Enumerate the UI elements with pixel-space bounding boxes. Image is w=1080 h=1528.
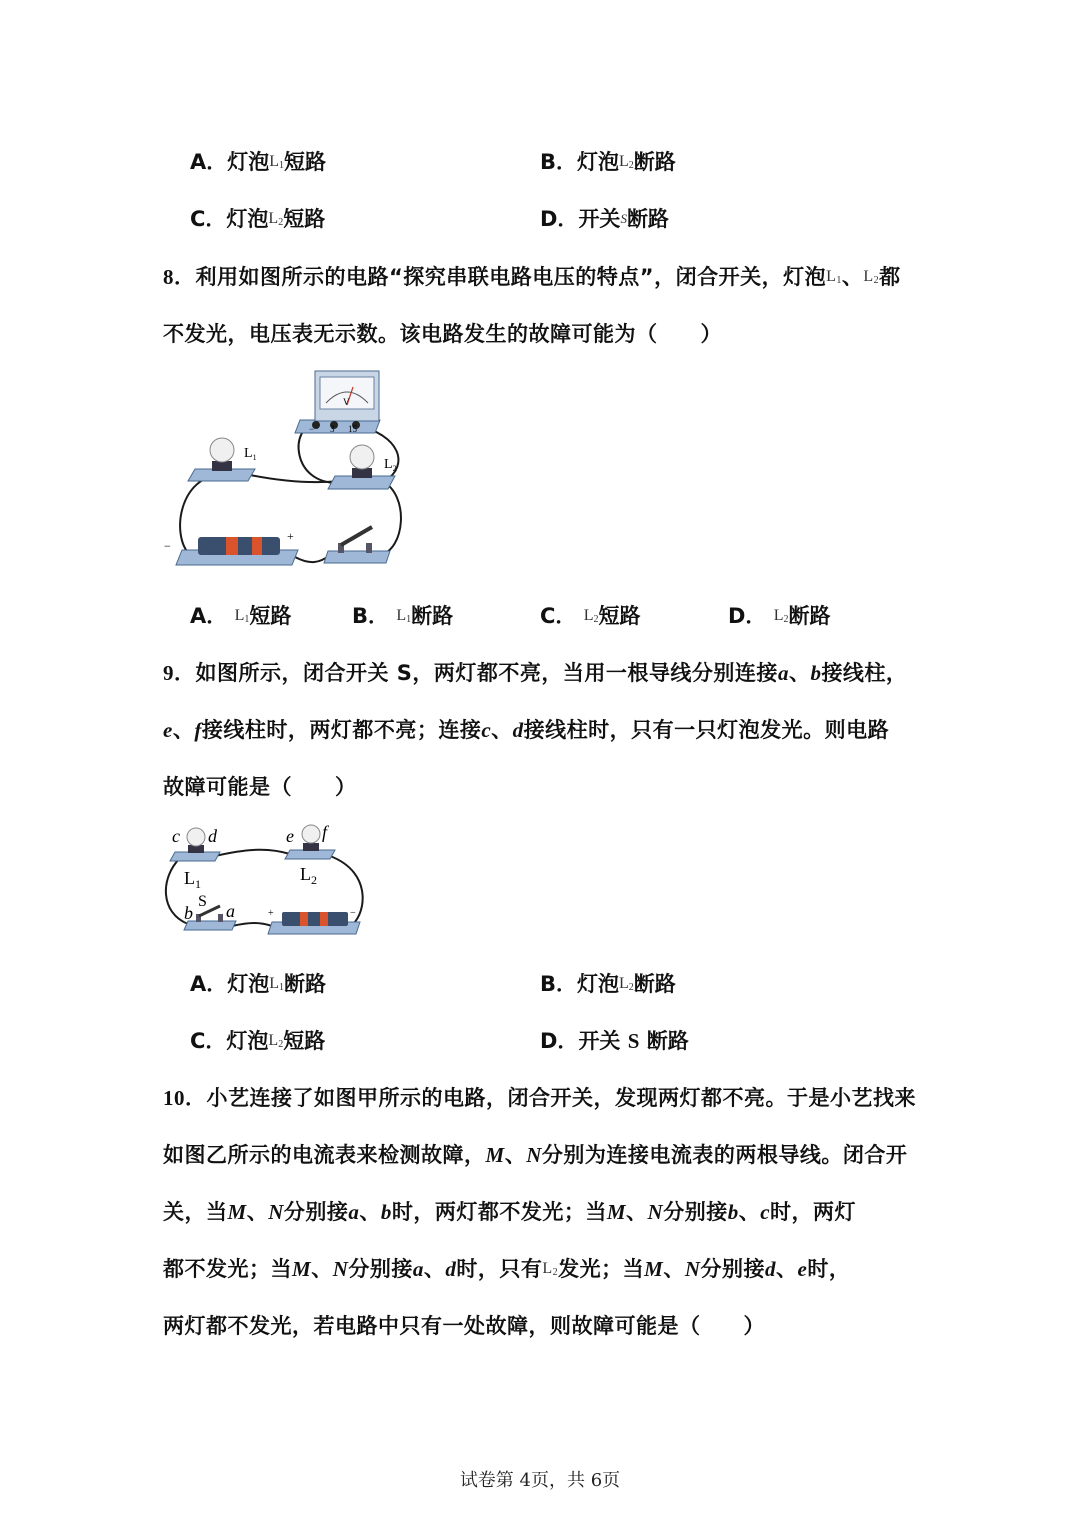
stem-text: 都不发光；当: [163, 1257, 292, 1281]
q8-stem-line2: 不发光，电压表无示数。该电路发生的故障可能为（ ）: [163, 322, 722, 346]
stem-text: 如图所示，闭合开关 S，两灯都不亮，当用一根导线分别连接: [195, 661, 778, 685]
switch-lever: [341, 527, 372, 545]
var-e: e: [797, 1257, 808, 1281]
battery-band: [226, 537, 238, 555]
stem-text: 利用如图所示的电路“探究串联电路电压的特点”，闭合开关，灯泡: [195, 265, 827, 289]
q8-stem-line1: [163, 261, 901, 291]
question-number: 8．: [163, 265, 196, 289]
q8-option-b[interactable]: [352, 600, 453, 630]
q10-stem-line4: [163, 1253, 850, 1283]
var-d: d: [445, 1257, 457, 1281]
symbol-letter: S: [620, 211, 627, 226]
q8-circuit-figure: [160, 365, 420, 575]
bulb: [210, 438, 234, 462]
option-letter: A．: [190, 150, 228, 174]
option-text: 灯泡: [226, 207, 269, 231]
option-text: 断路: [626, 207, 669, 231]
q10-stem-line5: 两灯都不发光，若电路中只有一处故障，则故障可能是（ ）: [163, 1314, 765, 1338]
symbol: [268, 210, 283, 227]
lamp-base: [170, 852, 220, 861]
symbol: [619, 975, 634, 992]
switch: [324, 527, 390, 563]
separator: 、: [423, 1257, 446, 1281]
battery-plus: +: [287, 529, 294, 543]
var-e: e: [163, 718, 173, 742]
symbol: [774, 607, 789, 624]
wire: [380, 481, 401, 555]
option-text: 断路: [633, 972, 676, 996]
separator: 、: [246, 1200, 269, 1224]
symbol: [235, 607, 250, 624]
symbol-letter: L: [826, 268, 837, 285]
q7-option-b[interactable]: [540, 146, 676, 176]
separator: 、: [504, 1143, 527, 1167]
stem-text: 分别接: [348, 1257, 413, 1281]
symbol-l2: [863, 268, 879, 285]
switch-post: [218, 914, 223, 922]
switch-label: S: [198, 893, 207, 910]
symbol-letter: L: [268, 210, 279, 227]
option-text: 短路: [249, 604, 292, 628]
symbol-sub: 1: [406, 614, 412, 625]
q10-stem-line2: [163, 1139, 907, 1169]
q7-option-a[interactable]: [190, 146, 326, 176]
var-n: N: [268, 1200, 284, 1224]
wire: [232, 923, 272, 926]
lamp-label: [300, 864, 317, 887]
option-text: 开关: [578, 207, 621, 231]
separator: 、: [626, 1200, 648, 1224]
option-letter: B．: [540, 150, 578, 174]
option-text: 灯泡: [227, 972, 270, 996]
option-text: 短路: [284, 150, 327, 174]
symbol-letter: L: [583, 607, 594, 624]
q10-stem-line1: [163, 1082, 916, 1112]
terminal-c: c: [172, 826, 180, 846]
q8-option-c[interactable]: [540, 600, 641, 630]
stem-text: 如图乙所示的电流表来检测故障，: [163, 1143, 486, 1167]
lamp-letter: L: [300, 864, 311, 884]
stem-text: 分别接: [700, 1257, 765, 1281]
separator: 、: [788, 661, 811, 685]
q9-stem-line3: 故障可能是（ ）: [163, 775, 357, 799]
var-c: c: [760, 1200, 771, 1224]
q8-option-d[interactable]: [728, 600, 831, 630]
option-letter: A．: [190, 604, 228, 628]
option-letter: D．: [540, 1029, 579, 1053]
var-b: b: [380, 1200, 392, 1224]
symbol: [269, 975, 284, 992]
battery-band: [300, 912, 308, 926]
terminal-d: d: [208, 826, 217, 846]
symbol: [584, 607, 599, 624]
option-text: 灯泡: [227, 150, 270, 174]
option-text: 开关: [578, 1029, 621, 1053]
lamp-label: [184, 868, 201, 891]
q9-circuit-figure: [160, 818, 370, 946]
option-text: 断路: [633, 150, 676, 174]
stem-text: 关，当: [163, 1200, 228, 1224]
symbol-letter: L: [269, 975, 280, 992]
stem-text: 都: [879, 265, 901, 289]
q9-option-b[interactable]: [540, 968, 676, 998]
symbol-sub: 2: [552, 1267, 559, 1278]
separator: 、: [491, 718, 513, 742]
symbol-sub: 2: [278, 217, 284, 228]
symbol-sub: 2: [628, 160, 634, 171]
separator: 、: [738, 1200, 761, 1224]
question-number: 10．: [163, 1086, 207, 1110]
symbol-letter: L: [268, 1032, 279, 1049]
battery-band: [252, 537, 262, 555]
symbol-letter: L: [234, 607, 245, 624]
stem-text: 发光；当: [558, 1257, 645, 1281]
q9-option-a[interactable]: [190, 968, 326, 998]
symbol-sub: 1: [279, 982, 285, 993]
option-text: 灯泡: [577, 150, 620, 174]
var-b: b: [810, 661, 822, 685]
meter-label: V: [343, 397, 350, 407]
lamp-letter: L: [384, 457, 393, 472]
battery-minus: −: [164, 539, 171, 553]
var-m: M: [485, 1143, 505, 1167]
symbol-sub: 2: [628, 982, 634, 993]
bulb: [302, 825, 320, 843]
symbol-sub: 1: [836, 275, 842, 286]
terminal-label: 3: [330, 424, 335, 434]
lamp-base: [285, 850, 335, 859]
option-text: 断路: [788, 604, 831, 628]
stem-text: 分别接: [663, 1200, 728, 1224]
separator: 、: [311, 1257, 333, 1281]
q7-option-c[interactable]: [190, 203, 325, 233]
symbol: S: [627, 1029, 640, 1053]
bulb: [187, 828, 205, 846]
option-text: 短路: [283, 207, 326, 231]
var-a: a: [348, 1200, 360, 1224]
lamp-label: [384, 457, 397, 473]
q9-stem-line2: [163, 714, 889, 744]
switch: [184, 893, 236, 930]
separator: 、: [172, 718, 195, 742]
lamp-socket: [303, 843, 319, 851]
symbol-letter: L: [619, 975, 629, 992]
var-m: M: [292, 1257, 312, 1281]
q10-stem-line3: [163, 1196, 856, 1226]
symbol-sub: 2: [873, 275, 880, 286]
symbol: [269, 153, 284, 170]
page-footer: 试卷第 4页，共 6页: [459, 1470, 621, 1491]
terminal-e: e: [286, 826, 294, 846]
switch-post: [366, 543, 372, 553]
option-text: 断路: [411, 604, 454, 628]
var-m: M: [644, 1257, 664, 1281]
option-text: 断路: [646, 1029, 689, 1053]
symbol-l1: [826, 268, 842, 285]
battery-cell: [282, 912, 348, 926]
terminal-label: 15: [348, 424, 357, 434]
option-letter: D．: [728, 604, 767, 628]
q9-option-c[interactable]: [190, 1025, 325, 1055]
symbol-letter: L: [269, 153, 280, 170]
symbol-sub: 2: [783, 614, 789, 625]
symbol-letter: L: [863, 268, 874, 285]
lamp-sub: 2: [311, 873, 317, 887]
battery-minus: −: [350, 908, 356, 919]
var-c: c: [481, 718, 492, 742]
battery-band: [320, 912, 328, 926]
option-text: 短路: [283, 1029, 326, 1053]
option-letter: D．: [540, 207, 579, 231]
separator: 、: [841, 265, 864, 289]
question-number: 9．: [163, 661, 196, 685]
option-letter: B．: [540, 972, 578, 996]
symbol-l2: [542, 1260, 558, 1277]
option-letter: C．: [190, 207, 227, 231]
battery: [268, 908, 360, 934]
symbol-letter: L: [619, 153, 629, 170]
switch-base: [324, 551, 390, 563]
option-text: 灯泡: [577, 972, 620, 996]
stem-text: 接线柱时，只有一只灯泡发光。则电路: [523, 718, 890, 742]
terminal-b: b: [184, 903, 193, 923]
bulb: [350, 445, 374, 469]
stem-text: 分别为连接电流表的两根导线。闭合开: [541, 1143, 908, 1167]
lamp-sub: 1: [195, 877, 201, 891]
separator: 、: [359, 1200, 381, 1224]
symbol-letter: L: [542, 1260, 553, 1277]
option-letter: C．: [190, 1029, 227, 1053]
option-text: 断路: [284, 972, 327, 996]
stem-text: 接线柱时，两灯都不亮；连接: [201, 718, 482, 742]
symbol-letter: L: [396, 607, 407, 624]
lamp-sub: 2: [392, 464, 397, 473]
var-n: N: [684, 1257, 701, 1281]
lamp-l2: [328, 445, 397, 489]
symbol: [268, 1032, 283, 1049]
var-n: N: [647, 1200, 664, 1224]
stem-text: 时，两灯: [770, 1200, 857, 1224]
stem-text: 分别接: [283, 1200, 349, 1224]
stem-text: 时，两灯都不发光；当: [391, 1200, 607, 1224]
symbol: [396, 607, 411, 624]
option-text: 灯泡: [226, 1029, 269, 1053]
var-m: M: [227, 1200, 247, 1224]
terminal-f: f: [322, 822, 328, 842]
symbol-sub: 1: [244, 614, 250, 625]
lamp-label: [244, 446, 257, 462]
wire: [215, 850, 290, 856]
symbol: [619, 153, 634, 170]
q8-option-a[interactable]: [190, 600, 291, 630]
lamp-l1: [170, 826, 220, 891]
battery-cell: [198, 537, 280, 555]
q7-option-d[interactable]: [540, 203, 669, 233]
terminal-label: −: [309, 424, 315, 434]
lamp-sub: 1: [252, 453, 257, 462]
voltmeter: [295, 371, 380, 434]
stem-text: 接线柱，: [821, 661, 908, 685]
lamp-letter: L: [184, 868, 195, 888]
symbol-letter: L: [773, 607, 784, 624]
stem-text: 小艺连接了如图甲所示的电路，闭合开关，发现两灯都不亮。于是小艺找来: [206, 1086, 916, 1110]
battery-plus: +: [268, 908, 274, 919]
lamp-letter: L: [244, 446, 253, 461]
q9-option-d[interactable]: [540, 1025, 689, 1055]
var-f: f: [194, 718, 202, 742]
stem-text: 时，只有: [456, 1257, 543, 1281]
symbol-sub: 2: [278, 1039, 284, 1050]
separator: 、: [776, 1257, 798, 1281]
separator: 、: [663, 1257, 685, 1281]
var-a: a: [412, 1257, 424, 1281]
q9-stem-line1: [163, 657, 907, 687]
var-m: M: [606, 1200, 627, 1224]
var-n: N: [526, 1143, 542, 1167]
stem-text: 时，: [807, 1257, 851, 1281]
option-text: 短路: [598, 604, 641, 628]
var-d: d: [512, 718, 524, 742]
option-letter: C．: [540, 604, 577, 628]
lamp-l2: [285, 822, 335, 887]
lamp-l1: [188, 438, 257, 481]
terminal-a: a: [226, 901, 235, 921]
option-letter: B．: [352, 604, 390, 628]
symbol-sub: 2: [593, 614, 599, 625]
symbol-sub: 1: [279, 160, 285, 171]
var-b: b: [727, 1200, 739, 1224]
var-d: d: [765, 1257, 776, 1281]
option-letter: A．: [190, 972, 228, 996]
var-a: a: [777, 661, 789, 685]
var-n: N: [332, 1257, 349, 1281]
